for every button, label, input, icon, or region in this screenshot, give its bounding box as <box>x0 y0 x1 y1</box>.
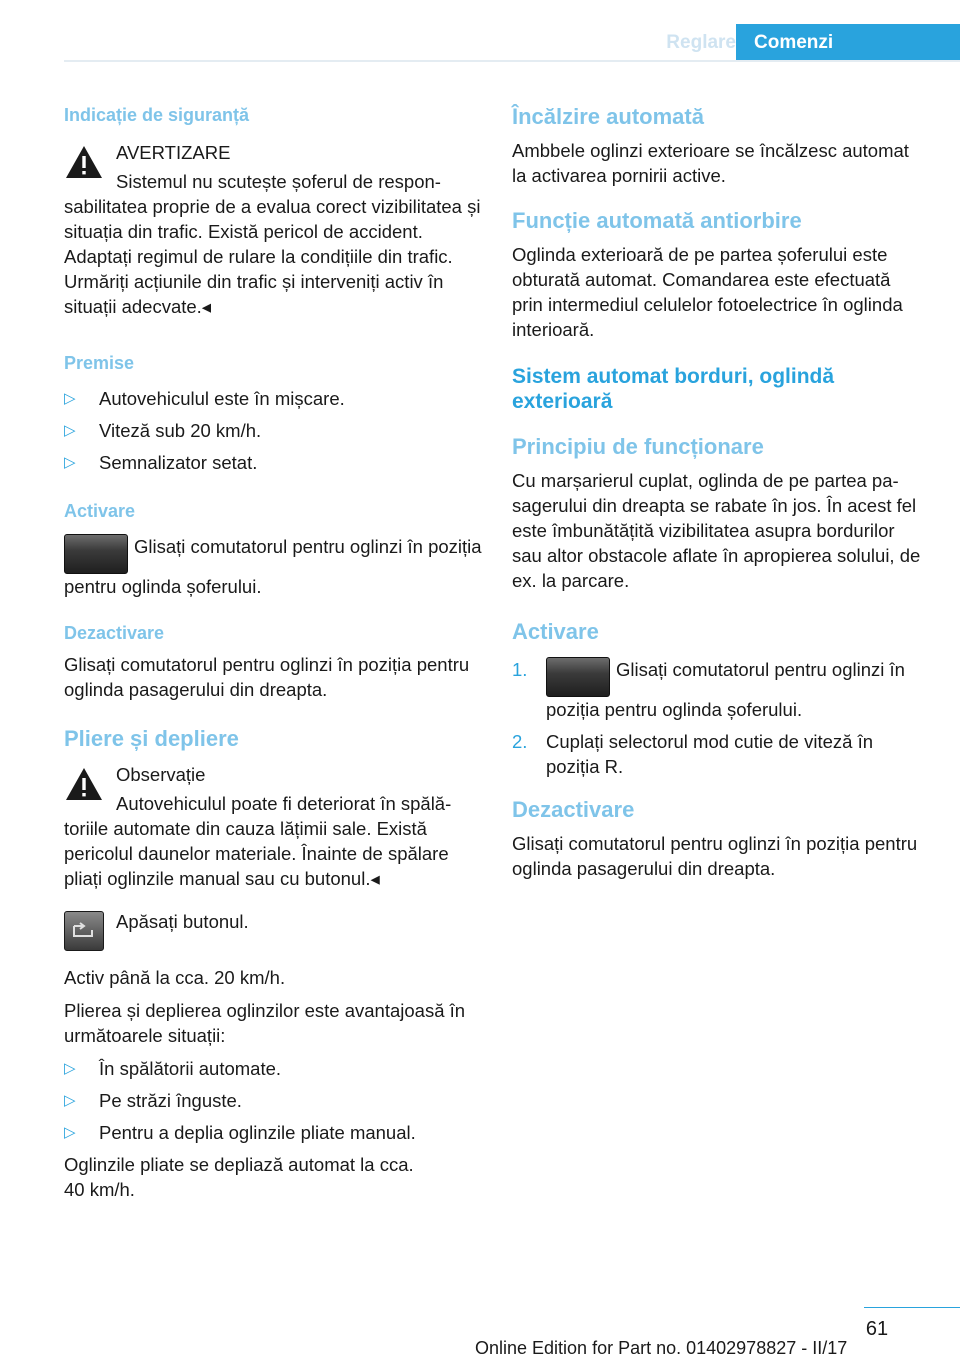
heat-text: Ambbele oglinzi exterioare se încălzesc automat la activarea pornirii active. <box>512 140 909 186</box>
page-number: 61 <box>865 1318 889 1340</box>
list-item: 1. Glisați comutatorul pentru oglinzi în poziția pentru oglinda șoferului. <box>512 659 905 720</box>
bullet-icon: ▷ <box>64 1060 76 1077</box>
bullet-icon: ▷ <box>64 1124 76 1141</box>
mirror-switch-icon <box>546 657 610 697</box>
activation-steps <box>512 657 926 779</box>
note-block <box>64 762 482 787</box>
dezactivare-text: Glisați comutatorul pentru oglinzi în poziția pentru oglinda pasagerului din dreapta. <box>64 654 470 700</box>
premise-list <box>64 386 482 475</box>
tab-reglare[interactable]: Reglare <box>666 32 736 53</box>
warning-title: AVERTIZARE <box>116 142 231 163</box>
note-text: Autovehiculul poate fi deteriorat în spălătoriile automate din cauza lățimii sale. Există pericolul daunelor materiale. Înainte de spălare pliați oglinzile manual sau cu butonul.◂ <box>64 793 452 889</box>
auto-unfold-text: Oglinzile pliate se depliază automat la cca. 40 km/h. <box>64 1154 414 1200</box>
activare-text: Glisați comutatorul pentru oglinzi în poziția pentru oglinda șoferului. <box>64 536 482 597</box>
warning-triangle-icon <box>64 766 104 802</box>
principle-text: Cu marșarierul cuplat, oglinda de pe partea pasagerului din dreapta se rabate în jos. În acest fel este îmbunătățită vizibilitatea asupra bordurilor sau altor obstacole aflate în apropierea solului, de ex. la parcare. <box>512 470 921 591</box>
mirror-switch-icon <box>64 534 128 574</box>
list-item: ▷ Pentru a deplia oglinzile pliate manual. <box>64 1122 416 1143</box>
warning-block <box>64 140 482 165</box>
list-item: ▷ Pe străzi înguste. <box>64 1090 242 1111</box>
heat-heading: Încălzire automată <box>512 104 704 129</box>
activare-heading-right: Activare <box>512 619 599 644</box>
note-title: Observație <box>116 764 206 785</box>
antiglare-heading: Funcție automată antiorbire <box>512 208 802 233</box>
list-item: ▷ Viteză sub 20 km/h. <box>64 420 262 441</box>
bullet-icon: ▷ <box>64 422 76 439</box>
bullet-icon: ▷ <box>64 390 76 407</box>
fold-mirror-button-icon <box>64 911 104 951</box>
press-button-text: Apăsați butonul. <box>116 911 249 932</box>
footer-rule <box>864 1307 960 1308</box>
list-item: 2. Cuplați selectorul mod cutie de viteză în poziția R. <box>512 731 874 777</box>
premise-heading: Premise <box>64 353 135 373</box>
dezactivare-heading: Dezactivare <box>64 623 165 643</box>
dezactivare-heading-right: Dezactivare <box>512 797 635 822</box>
curb-heading: Sistem automat borduri, oglindă exterioară <box>512 365 835 413</box>
left-column <box>64 98 482 1202</box>
warning-text: Sistemul nu scutește șoferul de responsabilitatea proprie de a evalua corect vizibilitatea și situația din trafic. Există pericol de accident. Adaptați regimul de rulare la condițiile din trafic. Urmăriți acțiunile din trafic și interveniți activ în situații adecvate.◂ <box>64 171 481 317</box>
bullet-icon: ▷ <box>64 454 76 471</box>
list-item: ▷ Autovehiculul este în mișcare. <box>64 388 345 409</box>
list-item: ▷ Semnalizator setat. <box>64 452 258 473</box>
activare-heading: Activare <box>64 501 136 521</box>
warning-triangle-icon <box>64 144 104 180</box>
edition-footer: Online Edition for Part no. 01402978827 - II/17 <box>475 1338 848 1358</box>
bullet-icon: ▷ <box>64 1092 76 1109</box>
right-column <box>512 98 926 881</box>
dezactivare-text-right: Glisați comutatorul pentru oglinzi în poziția pentru oglinda pasagerului din dreapta. <box>512 833 918 879</box>
fold-button-block <box>64 909 482 953</box>
antiglare-text: Oglinda exterioară de pe partea șoferului este obturată automat. Comandarea este efectuată prin intermediul celulelor fotoelectrice în oglinda interioară. <box>512 244 903 340</box>
list-item: ▷ În spălătorii automate. <box>64 1058 282 1079</box>
active-until-text: Activ până la cca. 20 km/h. <box>64 967 286 988</box>
header-rule <box>64 60 960 62</box>
principle-heading: Principiu de funcționare <box>512 434 764 459</box>
pliere-heading: Pliere și depliere <box>64 726 239 751</box>
tab-comenzi[interactable]: Comenzi <box>736 24 960 62</box>
situations-list <box>64 1056 482 1145</box>
advantage-text: Plierea și deplierea oglinzilor este avantajoasă în următoarele situații: <box>64 1000 466 1046</box>
safety-heading: Indicație de siguranță <box>64 105 250 125</box>
